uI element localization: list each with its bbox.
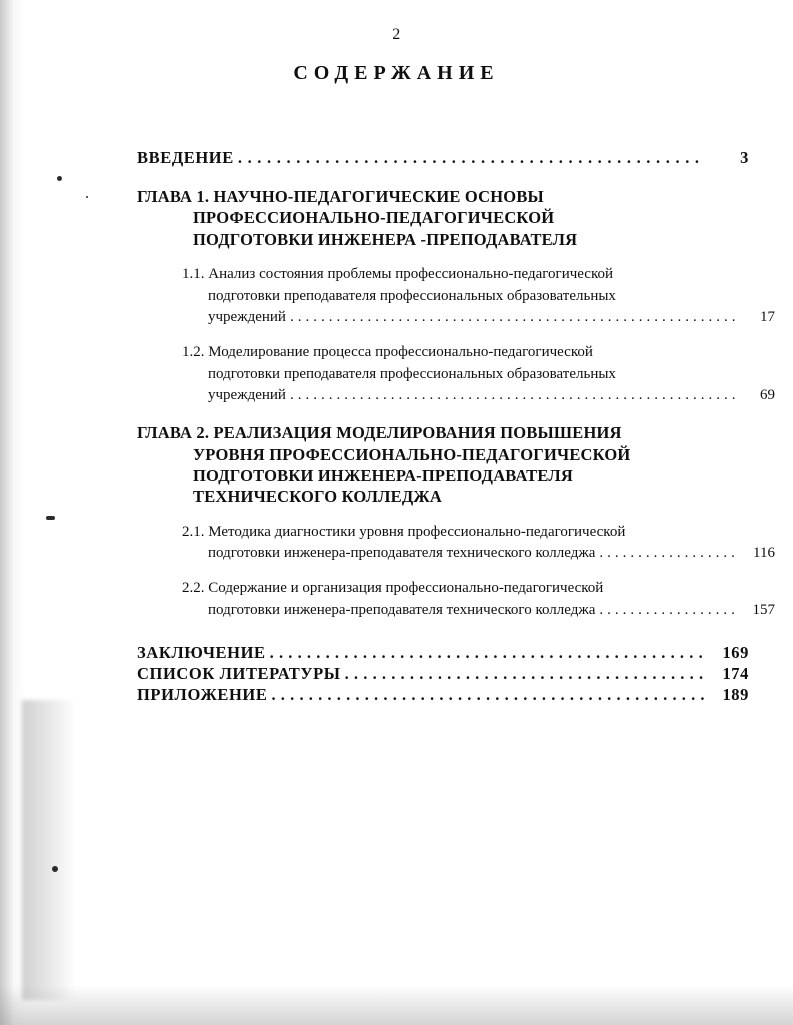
- leader-dots: [290, 385, 737, 406]
- chapter-2-line-1: ГЛАВА 2. РЕАЛИЗАЦИЯ МОДЕЛИРОВАНИЯ ПОВЫШЕНИЯ: [137, 423, 622, 443]
- section-1-2-line-2: подготовки преподавателя профессиональных образовательных: [208, 365, 616, 382]
- scan-smudge: [22, 700, 82, 1000]
- toc-entry-chapter-1[interactable]: [137, 186, 749, 250]
- toc-entry-section-1-1[interactable]: [137, 264, 775, 328]
- section-2-2-line-2: подготовки инженера-преподавателя технического колледжа: [208, 601, 596, 618]
- section-1-1-line-3: учреждений: [208, 308, 286, 325]
- section-1-1-page: 17: [760, 308, 775, 325]
- leader-dots: [599, 543, 737, 564]
- page-title: СОДЕРЖАНИЕ: [293, 62, 500, 84]
- leader-dots: [271, 685, 705, 705]
- section-2-1-page: 116: [753, 545, 775, 562]
- chapter-1-line-1: ГЛАВА 1. НАУЧНО-ПЕДАГОГИЧЕСКИЕ ОСНОВЫ: [137, 187, 544, 206]
- toc-entry-section-2-1[interactable]: [137, 522, 775, 565]
- table-of-contents: [137, 148, 775, 706]
- toc-entry-label: ВВЕДЕНИЕ: [137, 148, 234, 167]
- scan-speck: [86, 196, 88, 198]
- leader-dots: [345, 664, 705, 684]
- scan-edge-shadow: [0, 0, 26, 1025]
- toc-entry-page: 189: [722, 685, 749, 705]
- toc-entry-label: ЗАКЛЮЧЕНИЕ: [137, 643, 266, 663]
- section-1-2-page: 69: [760, 386, 775, 403]
- section-1-2-line-3: учреждений: [208, 386, 286, 403]
- toc-entry-section-1-2[interactable]: [137, 342, 775, 406]
- leader-dots: [290, 307, 737, 328]
- chapter-1-line-3: ПОДГОТОВКИ ИНЖЕНЕРА -ПРЕПОДАВАТЕЛЯ: [193, 229, 578, 249]
- section-1-1-line-1: 1.1. Анализ состояния проблемы профессионально-педагогической: [182, 266, 614, 283]
- toc-entry-introduction[interactable]: [137, 148, 749, 168]
- toc-entry-page: 169: [722, 643, 749, 663]
- toc-entry-page: 174: [722, 664, 749, 684]
- section-1-2-line-1: 1.2. Моделирование процесса профессионально-педагогической: [182, 344, 593, 361]
- toc-entry-section-2-2[interactable]: [137, 578, 775, 621]
- toc-entry-appendix[interactable]: [137, 685, 749, 705]
- chapter-2-line-4: ТЕХНИЧЕСКОГО КОЛЛЕДЖА: [193, 487, 443, 507]
- section-1-1-line-2: подготовки преподавателя профессиональных образовательных: [208, 287, 616, 304]
- page-number: 2: [392, 26, 401, 43]
- leader-dots: [238, 148, 705, 168]
- chapter-2-line-3: ПОДГОТОВКИ ИНЖЕНЕРА-ПРЕПОДАВАТЕЛЯ: [193, 465, 573, 485]
- scan-speck: [52, 866, 58, 872]
- section-2-1-line-1: 2.1. Методика диагностики уровня профессионально-педагогической: [182, 523, 626, 540]
- chapter-1-line-2: ПРОФЕССИОНАЛЬНО-ПЕДАГОГИЧЕСКОЙ: [193, 208, 555, 228]
- scan-speck: [57, 176, 62, 181]
- toc-entry-label: ПРИЛОЖЕНИЕ: [137, 685, 268, 705]
- section-2-2-line-1: 2.2. Содержание и организация профессионально-педагогической: [182, 580, 604, 597]
- chapter-2-line-2: УРОВНЯ ПРОФЕССИОНАЛЬНО-ПЕДАГОГИЧЕСКОЙ: [193, 444, 631, 464]
- section-2-2-page: 157: [752, 601, 775, 618]
- leader-dots: [270, 643, 705, 663]
- section-2-1-line-2: подготовки инженера-преподавателя технического колледжа: [208, 545, 596, 562]
- toc-entry-conclusion[interactable]: [137, 643, 749, 663]
- toc-tail-entries: [137, 643, 749, 705]
- scan-bottom-shadow: [0, 985, 793, 1025]
- toc-entry-bibliography[interactable]: [137, 664, 749, 684]
- leader-dots: [599, 600, 737, 621]
- toc-entry-label: СПИСОК ЛИТЕРАТУРЫ: [137, 664, 341, 684]
- toc-entry-chapter-2[interactable]: [137, 422, 749, 508]
- toc-entry-page: 3: [740, 148, 749, 167]
- scan-speck: [46, 516, 55, 520]
